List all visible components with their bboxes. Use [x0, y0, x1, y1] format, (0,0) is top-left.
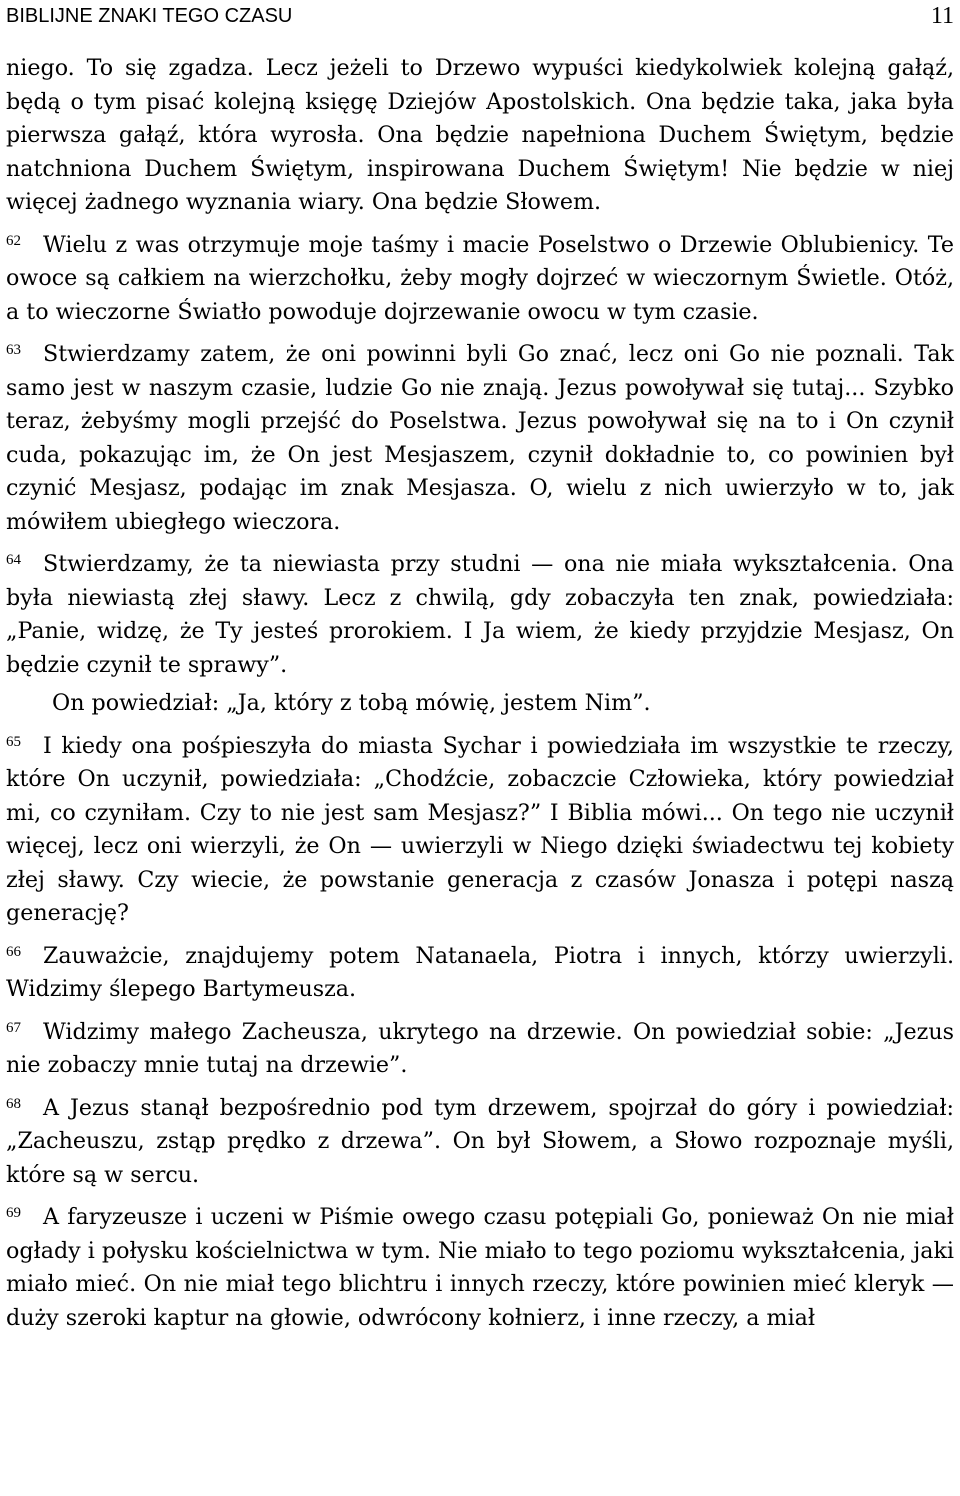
paragraph-text: Stwierdzamy zatem, że oni powinni byli Go znać, lecz oni Go nie poznali. Tak samo jest w naszym czasie, ludzie Go nie znają. Jezus powoływał się tutaj... Szybko teraz, żebyśmy mogli przejść do Poselstwa. Jezus powoływał się na to i On czynił cuda, pokazując im, że On jest Mesjaszem, czynił dokładnie to, co powinien był czynić Mesjasz, podając im znak Mesjasza. O, wielu z nich uwierzyło w to, jak mówiłem ubiegłego wieczora. — [6, 341, 954, 535]
paragraph-text: Stwierdzamy, że ta niewiasta przy studni — ona nie miała wykształcenia. Ona była niewiastą złej sławy. Lecz z chwilą, gdy zobaczyła ten znak, powiedziała: „Panie, widzę, że Ty jesteś prorokiem. I Ja wiem, że kiedy przyjdzie Mesjasz, On będzie czynił te sprawy”. — [6, 551, 954, 678]
paragraph-number: 65 — [6, 733, 21, 750]
paragraph-text: Widzimy małego Zacheusza, ukrytego na drzewie. On powiedział sobie: „Jezus nie zobaczy mnie tutaj na drzewie”. — [6, 1018, 954, 1078]
paragraph-67 — [6, 1012, 954, 1083]
body-text — [6, 52, 954, 1340]
page-number: 11 — [930, 3, 954, 29]
paragraph-number: 66 — [6, 943, 21, 960]
paragraph-text: On powiedział: „Ja, który z tobą mówię, jestem Nim”. — [52, 690, 651, 716]
paragraph-65 — [6, 726, 954, 931]
running-header — [6, 2, 954, 30]
paragraph-number: 62 — [6, 232, 21, 249]
paragraph-69 — [6, 1197, 954, 1335]
paragraph-68 — [6, 1088, 954, 1193]
paragraph-text: niego. To się zgadza. Lecz jeżeli to Drzewo wypuści kiedykolwiek kolejną gałąź, będą o tym pisać kolejną księgę Dziejów Apostolskich. Ona będzie taka, jaka była pierwsza gałąź, która wyrosła. Ona będzie napełniona Duchem Świętym, będzie natchniona Duchem Świętym, inspirowana Duchem Świętym! Nie będzie w niej więcej żadnego wyznania wiary. Ona będzie Słowem. — [6, 55, 954, 215]
paragraph-64 — [6, 544, 954, 682]
paragraph-continued — [6, 52, 954, 220]
paragraph-text: A Jezus stanął bezpośrednio pod tym drzewem, spojrzał do góry i powiedział: „Zacheuszu, zstąp prędko z drzewa”. On był Słowem, a Słowo rozpoznaje myśli, które są w sercu. — [6, 1094, 954, 1188]
paragraph-number: 67 — [6, 1019, 21, 1036]
running-title: BIBLIJNE ZNAKI TEGO CZASU — [6, 5, 293, 27]
paragraph-number: 68 — [6, 1095, 21, 1112]
paragraph-text: I kiedy ona pośpieszyła do miasta Sychar i powiedziała im wszystkie te rzeczy, które On uczynił, powiedziała: „Chodźcie, zobaczcie Człowieka, który powiedział mi, co czyniłam. Czy to nie jest sam Mesjasz?” I Biblia mówi... On tego nie uczynił więcej, lecz oni wierzyli, że On — uwierzyli w Niego dzięki świadectwu tej kobiety złej sławy. Czy wiecie, że powstanie generacja z czasów Jonasza i potępi naszą generację? — [6, 732, 954, 926]
paragraph-number: 63 — [6, 342, 21, 358]
paragraph-text: A faryzeusze i uczeni w Piśmie owego czasu potępiali Go, ponieważ On nie miał ogłady i połysku kościelnictwa w tym. Nie miało to tego poziomu wykształcenia, jaki miało mieć. On nie miał tego blichtru i innych rzeczy, które powinien mieć kleryk — duży szeroki kaptur na głowie, odwrócony kołnierz, i inne rzeczy, a miał — [6, 1204, 955, 1331]
paragraph-text: Wielu z was otrzymuje moje taśmy i macie Poselstwo o Drzewie Oblubienicy. Te owoce są całkiem na wierzchołku, żeby mogły dojrzeć w wieczornym Świetle. Otóż, a to wieczorne Światło powoduje dojrzewanie owocu w tym czasie. — [6, 231, 954, 325]
paragraph-63 — [6, 334, 954, 539]
paragraph-number: 64 — [6, 552, 21, 568]
paragraph-number: 69 — [6, 1205, 21, 1221]
paragraph-text: Zauważcie, znajdujemy potem Natanaela, Piotra i innych, którzy uwierzyli. Widzimy ślepego Bartymeusza. — [6, 942, 954, 1002]
paragraph-quote — [6, 687, 954, 721]
paragraph-62 — [6, 225, 954, 330]
paragraph-66 — [6, 936, 954, 1007]
